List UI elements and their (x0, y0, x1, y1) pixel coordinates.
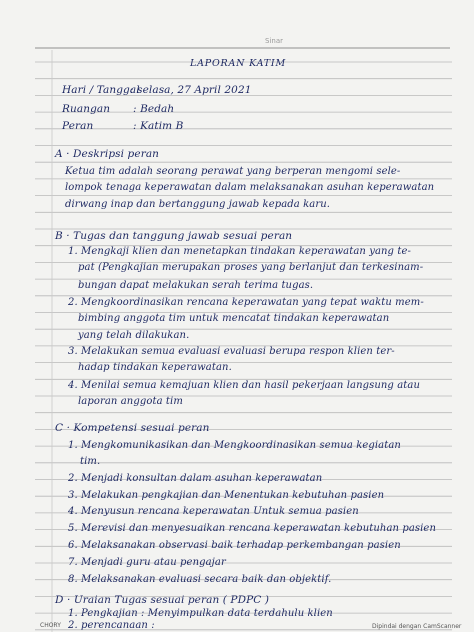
section-a-heading: A · Deskripsi peran (55, 148, 160, 160)
section-b-line: bimbing anggota tim untuk mencatat tindakan keperawatan (78, 313, 390, 324)
section-b-line: yang telah dilakukan. (78, 330, 190, 341)
section-a-line: lompok tenaga keperawatan dalam melaksanakan asuhan keperawatan (65, 182, 435, 193)
room-label: Ruangan (62, 103, 111, 115)
section-c-line: 8. Melaksanakan evaluasi secara baik dan objektif. (68, 574, 332, 585)
section-c-line: 5. Merevisi dan menyesuaikan rencana keperawatan kebutuhan pasien (68, 523, 436, 534)
section-c-heading: C · Kompetensi sesuai peran (55, 422, 210, 434)
section-b-line: 2. Mengkoordinasikan rencana keperawatan yang tepat waktu mem- (68, 297, 424, 308)
section-b-line: pat (Pengkajian merupakan proses yang berlanjut dan terkesinam- (78, 262, 424, 273)
section-b-line: bungan dapat melakukan serah terima tugas. (78, 280, 314, 291)
section-c-line: tim. (80, 456, 101, 467)
section-d-heading: D · Uraian Tugas sesuai peran ( PDPC ) (55, 594, 270, 606)
section-c-line: 4. Menyusun rencana keperawatan Untuk semua pasien (68, 506, 359, 517)
header-brand: Sinar (265, 37, 283, 45)
section-a-line: dirwang inap dan bertanggung jawab kepada karu. (65, 199, 331, 210)
section-b-line: laporan anggota tim (78, 396, 183, 407)
page-title: LAPORAN KATIM (190, 58, 286, 69)
section-d-line: 1. Pengkajian : Menyimpulkan data terdahulu klien (68, 608, 333, 619)
date-label: Hari / Tanggal (62, 84, 140, 96)
role-label: Peran (62, 120, 94, 132)
role-value: : Katim B (133, 120, 184, 132)
section-c-line: 1. Mengkomunikasikan dan Mengkoordinasikan semua kegiatan (68, 440, 401, 451)
section-d-line: 2. perencanaan : (68, 620, 155, 631)
section-b-line: 4. Menilai semua kemajuan klien dan hasil pekerjaan langsung atau (68, 380, 420, 391)
footer-right: Dipindai dengan CamScanner (372, 623, 462, 630)
section-b-line: hadap tindakan keperawatan. (78, 362, 232, 373)
section-c-line: 7. Menjadi guru atau pengajar (68, 557, 226, 568)
room-value: : Bedah (133, 103, 175, 115)
section-c-line: 2. Menjadi konsultan dalam asuhan keperawatan (68, 473, 323, 484)
footer-left: CHORY (40, 622, 61, 629)
date-value: : selasa, 27 April 2021 (130, 84, 252, 96)
section-b-line: 3. Melakukan semua evaluasi evaluasi berupa respon klien ter- (68, 346, 395, 357)
section-a-line: Ketua tim adalah seorang perawat yang berperan mengomi sele- (65, 166, 401, 177)
section-b-heading: B · Tugas dan tanggung jawab sesuai peran (55, 230, 293, 242)
section-c-line: 6. Melaksanakan observasi baik terhadap perkembangan pasien (68, 540, 401, 551)
section-c-line: 3. Melakukan pengkajian dan Menentukan kebutuhan pasien (68, 490, 385, 501)
section-b-line: 1. Mengkaji klien dan menetapkan tindakan keperawatan yang te- (68, 246, 411, 257)
